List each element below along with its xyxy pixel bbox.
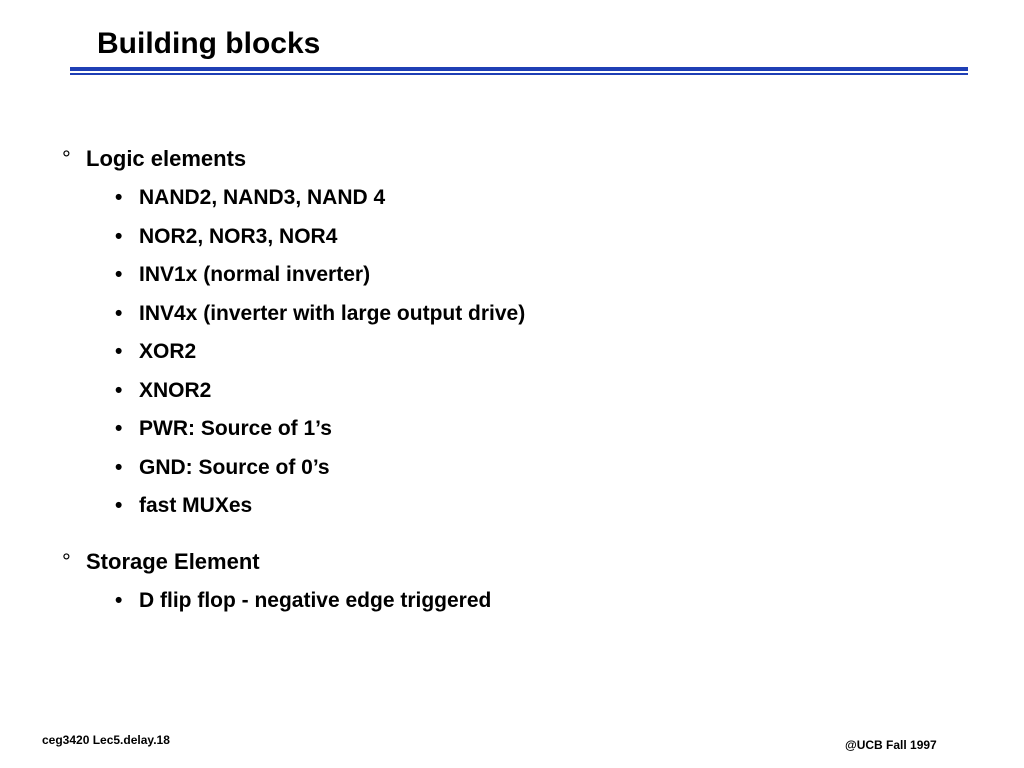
list-item-text: XOR2 (139, 340, 197, 363)
list-item-text: fast MUXes (139, 494, 253, 517)
list-item (115, 587, 491, 626)
section-heading (62, 548, 260, 576)
list-item (115, 377, 525, 416)
section-heading (62, 145, 246, 173)
bullet-icon: • (115, 589, 123, 612)
list-item (115, 338, 525, 377)
bullet-icon: • (115, 378, 123, 402)
bullet-icon: • (115, 494, 123, 517)
footer-lecture-id: ceg3420 Lec5.delay.18 (42, 733, 170, 747)
list-item-text: XNOR2 (139, 378, 212, 402)
list-item (115, 415, 525, 454)
logic-elements-list (115, 184, 525, 531)
title-rule-thin (70, 73, 968, 75)
list-item (115, 300, 525, 339)
list-item-text: INV1x (normal inverter) (139, 263, 371, 286)
footer-copyright: @UCB Fall 1997 (845, 738, 937, 752)
bullet-icon: • (115, 455, 123, 479)
bullet-icon: • (115, 263, 123, 286)
list-item-text: NAND2, NAND3, NAND 4 (139, 186, 386, 209)
list-item (115, 184, 525, 223)
title-rule-thick (70, 67, 968, 71)
list-item-text: GND: Source of 0’s (139, 455, 330, 479)
section-heading-text: Logic elements (86, 146, 247, 171)
bullet-icon: • (115, 224, 123, 248)
storage-element-list (115, 587, 491, 626)
slide-title: Building blocks (97, 27, 321, 60)
section-heading-text: Storage Element (86, 549, 260, 574)
degree-bullet-icon: ° (62, 146, 71, 171)
bullet-icon: • (115, 340, 123, 363)
list-item-text: D flip flop - negative edge triggered (139, 589, 492, 612)
list-item (115, 492, 525, 531)
bullet-icon: • (115, 301, 123, 325)
list-item-text: PWR: Source of 1’s (139, 417, 332, 440)
bullet-icon: • (115, 417, 123, 440)
degree-bullet-icon: ° (62, 549, 71, 574)
list-item-text: NOR2, NOR3, NOR4 (139, 224, 338, 248)
list-item-text: INV4x (inverter with large output drive) (139, 301, 526, 325)
list-item (115, 223, 525, 262)
list-item (115, 261, 525, 300)
bullet-icon: • (115, 186, 123, 209)
list-item (115, 454, 525, 493)
